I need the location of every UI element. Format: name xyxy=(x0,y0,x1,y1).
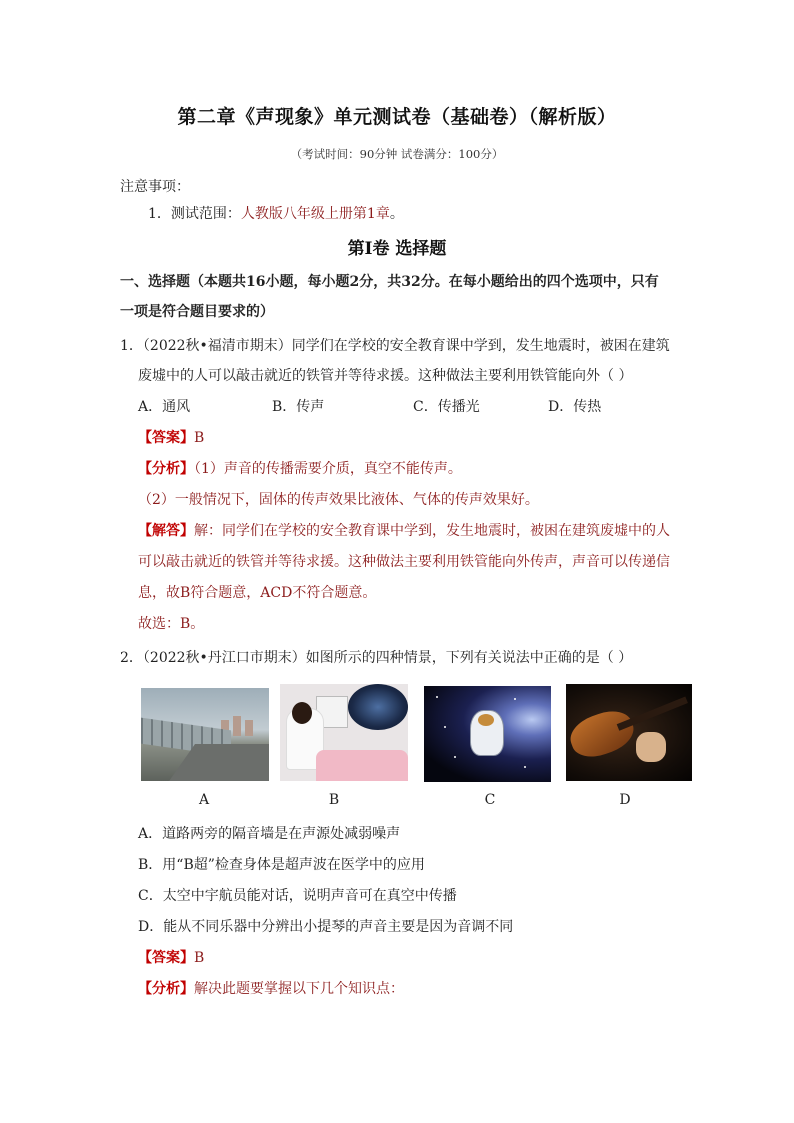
q1-solution-1 xyxy=(138,521,670,541)
q2-stem: 2．（2022秋•丹江口市期末）如图所示的四种情景，下列有关说法中正确的是（ ） xyxy=(120,650,633,666)
q1-solution-3: 息，故B符合题意，ACD不符合题意。 xyxy=(138,585,377,601)
q2-option-a: A．道路两旁的隔音墙是在声源处减弱噪声 xyxy=(138,826,401,842)
q1-solution-2: 可以敲击就近的铁管并等待求援。这种做法主要利用铁管能向外传声，声音可以传递信 xyxy=(138,554,670,570)
notes-item-1-scope: 人教版八年级上册第1章 xyxy=(240,206,390,222)
exam-info: （考试时间：90分钟 试卷满分：100分） xyxy=(290,147,504,161)
notes-item-1-suffix: 。 xyxy=(389,206,404,222)
q1-option-d: D．传热 xyxy=(548,399,602,415)
q2-option-c: C．太空中宇航员能对话，说明声音可在真空中传播 xyxy=(138,888,457,904)
q1-stem-line1: 1．（2022秋•福清市期末）同学们在学校的安全教育课中学到，发生地震时，被困在建筑 xyxy=(120,338,670,354)
q1-option-c: C．传播光 xyxy=(413,399,480,415)
solution-tag: 【解答】 xyxy=(138,523,194,539)
astronaut-photo xyxy=(424,686,551,782)
section-title: 第Ⅰ卷 选择题 xyxy=(347,239,447,259)
q1-stem-line2: 废墟中的人可以敲击就近的铁管并等待求援。这种做法主要利用铁管能向外（ ） xyxy=(138,368,633,384)
answer-value: B xyxy=(194,950,205,966)
page-title: 第二章《声现象》单元测试卷（基础卷）（解析版） xyxy=(177,106,617,128)
section-instruction-1: 一、选择题（本题共16小题，每小题2分，共32分。在每小题给出的四个选项中，只有 xyxy=(120,274,659,290)
analysis-text: 解决此题要掌握以下几个知识点： xyxy=(194,981,404,997)
q1-answer xyxy=(138,428,204,448)
violin-photo xyxy=(566,684,692,781)
answer-tag: 【答案】 xyxy=(138,430,194,446)
analysis-text: （1）声音的传播需要介质，真空不能传声。 xyxy=(194,461,462,477)
analysis-tag: 【分析】 xyxy=(138,981,194,997)
q1-analysis-2: （2）一般情况下，固体的传声效果比液体、气体的传声效果好。 xyxy=(138,492,539,508)
caption-c: C xyxy=(484,792,496,808)
q1-option-a: A．通风 xyxy=(138,399,191,415)
q2-option-d: D．能从不同乐器中分辨出小提琴的声音主要是因为音调不同 xyxy=(138,919,514,935)
q2-option-b: B．用“B超”检查身体是超声波在医学中的应用 xyxy=(138,857,425,873)
q2-analysis xyxy=(138,979,404,999)
analysis-tag: 【分析】 xyxy=(138,461,194,477)
q1-choice: 故选：B。 xyxy=(138,616,205,632)
ultrasound-photo xyxy=(280,684,408,781)
answer-tag: 【答案】 xyxy=(138,950,194,966)
caption-a: A xyxy=(198,792,210,808)
notes-item-1 xyxy=(148,204,404,224)
road-soundwall-photo xyxy=(141,688,269,781)
caption-b: B xyxy=(328,792,340,808)
caption-d: D xyxy=(619,792,631,808)
solution-text: 解：同学们在学校的安全教育课中学到，发生地震时，被困在建筑废墟中的人 xyxy=(194,523,670,539)
answer-value: B xyxy=(194,430,205,446)
q1-option-b: B．传声 xyxy=(272,399,325,415)
section-instruction-2: 一项是符合题目要求的） xyxy=(120,304,274,320)
notes-heading: 注意事项： xyxy=(120,179,190,195)
q2-answer xyxy=(138,948,204,968)
q1-analysis-1 xyxy=(138,459,462,479)
notes-item-1-prefix: 1．测试范围： xyxy=(148,206,241,222)
